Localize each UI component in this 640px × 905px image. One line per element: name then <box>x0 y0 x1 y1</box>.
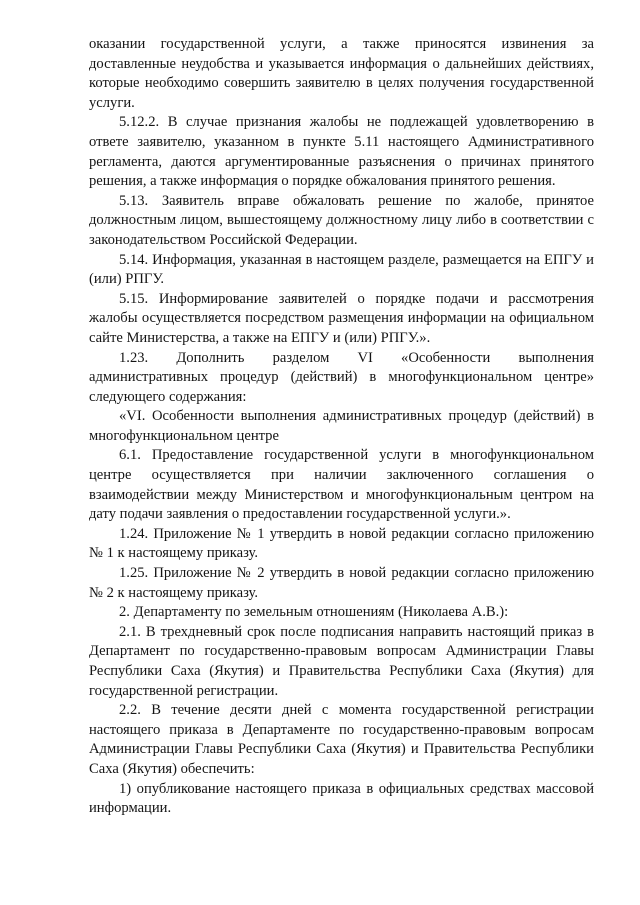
paragraph-5-13: 5.13. Заявитель вправе обжаловать решение по жалобе, принятое должностным лицом, вышестоящему должностному лицу либо в соответствии с законодательством Российской Федерации. <box>89 192 594 248</box>
section-vi-heading: «VI. Особенности выполнения административных процедур (действий) в многофункциональном центре <box>89 408 594 444</box>
paragraph-5-12-2: 5.12.2. В случае признания жалобы не подлежащей удовлетворению в ответе заявителю, указанном в пункте 5.11 настоящего Административного регламента, даются аргументированные разъяснения о причинах принятого решения, а также информация о порядке обжалования принятого решения. <box>89 114 594 190</box>
paragraph-1-23: 1.23. Дополнить разделом VI «Особенности выполнения административных процедур (действий) в многофункциональном центре» следующего содержания: <box>89 349 594 405</box>
paragraph-1-24: 1.24. Приложение № 1 утвердить в новой редакции согласно приложению № 1 к настоящему приказу. <box>89 525 594 562</box>
paragraph-2-2-item-1: 1) опубликование настоящего приказа в официальных средствах массовой информации. <box>89 780 594 817</box>
paragraph-5-14: 5.14. Информация, указанная в настоящем разделе, размещается на ЕПГУ и (или) РПГУ. <box>89 251 594 288</box>
paragraph-2-1: 2.1. В трехдневный срок после подписания направить настоящий приказ в Департамент по государственно-правовым вопросам Администрации Главы Республики Саха (Якутия) и Правительства Республики Саха (Якутия) для государственной регистрации. <box>89 623 594 699</box>
paragraph-2-2: 2.2. В течение десяти дней с момента государственной регистрации настоящего приказа в Департаменте по государственно-правовым вопросам Администрации Главы Республики Саха (Якутия) и Правительства Республики Саха (Якутия) обеспечить: <box>89 702 594 777</box>
paragraph-5-15: 5.15. Информирование заявителей о порядке подачи и рассмотрения жалобы осуществляется посредством размещения информации на официальном сайте Министерства, а также на ЕПГУ и (или) РПГУ.». <box>89 290 594 346</box>
paragraph-1-25: 1.25. Приложение № 2 утвердить в новой редакции согласно приложению № 2 к настоящему приказу. <box>89 565 594 601</box>
paragraph-service-apology: оказании государственной услуги, а также приносятся извинения за доставленные неудобства и указывается информация о дальнейших действиях, которые необходимо совершить заявителю в целях получения государственной услуги. <box>89 36 594 111</box>
paragraph-2: 2. Департаменту по земельным отношениям (Николаева А.В.): <box>119 604 509 621</box>
paragraph-6-1: 6.1. Предоставление государственной услуги в многофункциональном центре осуществляется при наличии заключенного соглашения о взаимодействии между Министерством и многофункциональным центром на дату подачи заявления о предоставлении государственной услуги.». <box>89 447 594 523</box>
